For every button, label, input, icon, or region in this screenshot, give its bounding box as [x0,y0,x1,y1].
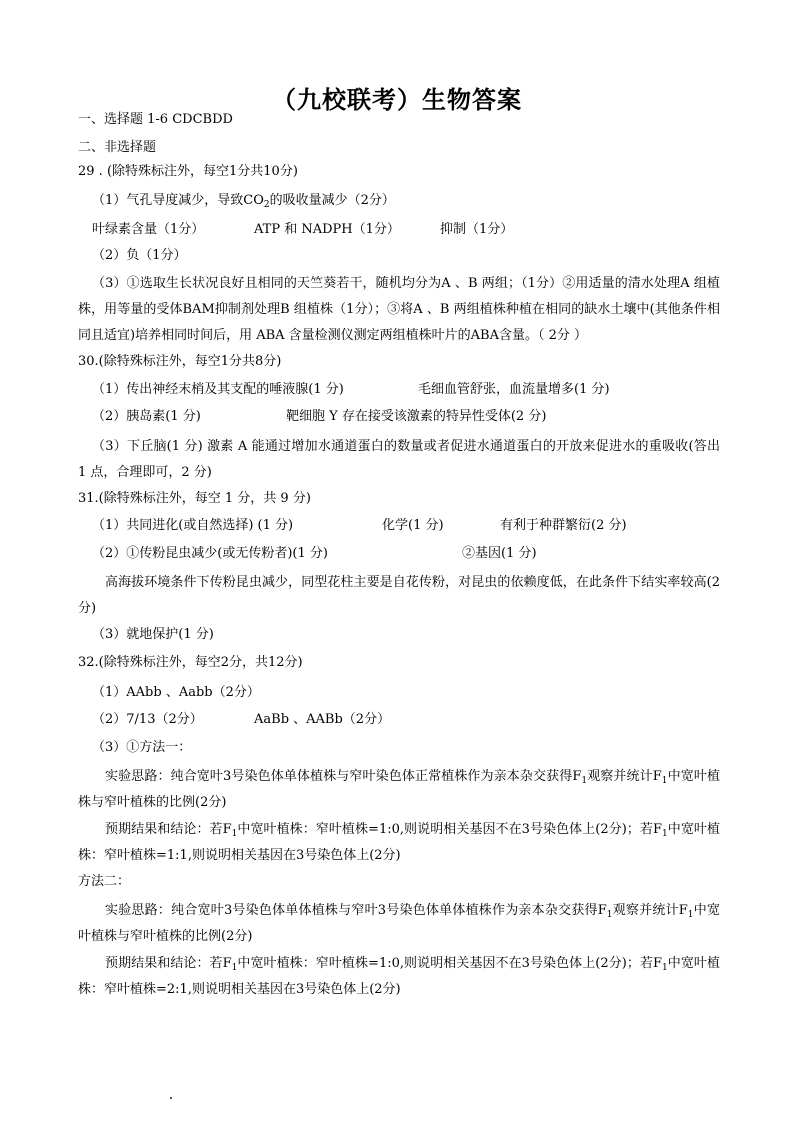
q30-answer-1a: （1）传出神经末梢及其支配的唾液腺(1 分) [92,382,344,397]
q30-answer-2b: 靶细胞 Y 存在接受该激素的特异性受体(2 分) [286,409,547,424]
page-title: （九校联考）生物答案 [272,85,522,114]
q30-answer-1b: 毛细血管舒张，血流量增多(1 分) [418,382,610,397]
q31-answer-2a: （2）①传粉昆虫减少(或无传粉者)(1 分) [92,546,328,561]
q32-answer-2a: （2）7/13（2分） [92,712,203,727]
section-heading: 二、非选择题 [78,140,157,155]
q29-answer-1-b2: ATP 和 NADPH（1分） [254,222,400,237]
q32-heading: 32.(除特殊标注外，每空2分，共12分) [78,655,303,670]
q31-answer-1c: 有利于种群繁衍(2 分) [500,518,627,533]
q31-answer-2b: ②基因(1 分) [462,546,537,561]
q29-answer-1: （1）气孔导度减少，导致$CO_2$的吸收量减少（2分） [92,193,395,210]
q30-heading: 30.(除特殊标注外，每空1分共8分) [78,354,282,369]
q29-answer-1-b1: 叶绿素含量（1分） [92,222,205,237]
q29-answer-2: （2）负（1分） [92,248,187,263]
q32-answer-2b: AaBb 、AABb（2分） [254,712,391,727]
choice-answers: 一、选择题 1-6 CDCBDD [78,112,233,127]
q31-answer-3: （3）就地保护(1 分) [92,627,214,642]
q30-answer-2a: （2）胰岛素(1 分) [92,409,201,424]
q29-heading: 29 . (除特殊标注外，每空1分共10分) [78,164,298,179]
method2-result: 预期结果和结论：若$F_1$中宽叶植株：窄叶植株=1:0,则说明相关基因不在3号染色体上(2分)；若$F_1$中宽叶植株：窄叶植株=2:1,则说明相关基因在3号染色体上(2分) [78,956,720,997]
q29-answer-1-b3: 抑制（1分） [440,222,514,237]
method2-idea: 实验思路：纯合宽叶3号染色体单体植株与窄叶3号染色体单体植株作为亲本杂交获得$F_1$观察并统计$F_1$中宽叶植株与窄叶植株的比例(2分) [78,903,720,944]
method1-result: 预期结果和结论：若$F_1$中宽叶植株：窄叶植株=1:0,则说明相关基因不在3号染色体上(2分)；若$F_1$中宽叶植株：窄叶植株=1:1,则说明相关基因在3号染色体上(2分) [78,822,720,863]
q32-answer-1: （1）AAbb 、Aabb（2分） [92,685,260,700]
page-speck [170,1097,172,1099]
q31-heading: 31.(除特殊标注外，每空 1 分，共 9 分) [78,491,311,506]
method1-idea: 实验思路：纯合宽叶3号染色体单体植株与窄叶染色体正常植株作为亲本杂交获得$F_1$观察并统计$F_1$中宽叶植株与窄叶植株的比例(2分) [78,769,720,810]
q29-answer-3: （3）①选取生长状况良好且相同的天竺葵若干，随机均分为A 、B 两组；（1分）②用适量的清水处理A 组植株，用等量的受体BAM抑制剂处理B 组植株（1分）；③将A 、B 两组植株种植在相同的缺水土壤中(其他条件相同且适宜)培养相同时间后，用 ABA 含量检测仪测定两组植株叶片的ABA含量。（ 2分 ） [78,276,720,343]
q32-answer-3-method1: （3）①方法一： [92,740,192,755]
q31-answer-1b: 化学(1 分) [382,518,444,533]
method2-heading: 方法二： [78,874,131,889]
q31-answer-2-explain: 高海拔环境条件下传粉昆虫减少，同型花柱主要是自花传粉，对昆虫的依赖度低，在此条件下结实率较高(2 分) [78,575,720,616]
q30-answer-3: （3）下丘脑(1 分) 激素 A 能通过增加水通道蛋白的数量或者促进水通道蛋白的开放来促进水的重吸收(答出 1 点，合理即可，2 分) [78,439,720,480]
q31-answer-1a: （1）共同进化(或自然选择) (1 分) [92,518,294,533]
